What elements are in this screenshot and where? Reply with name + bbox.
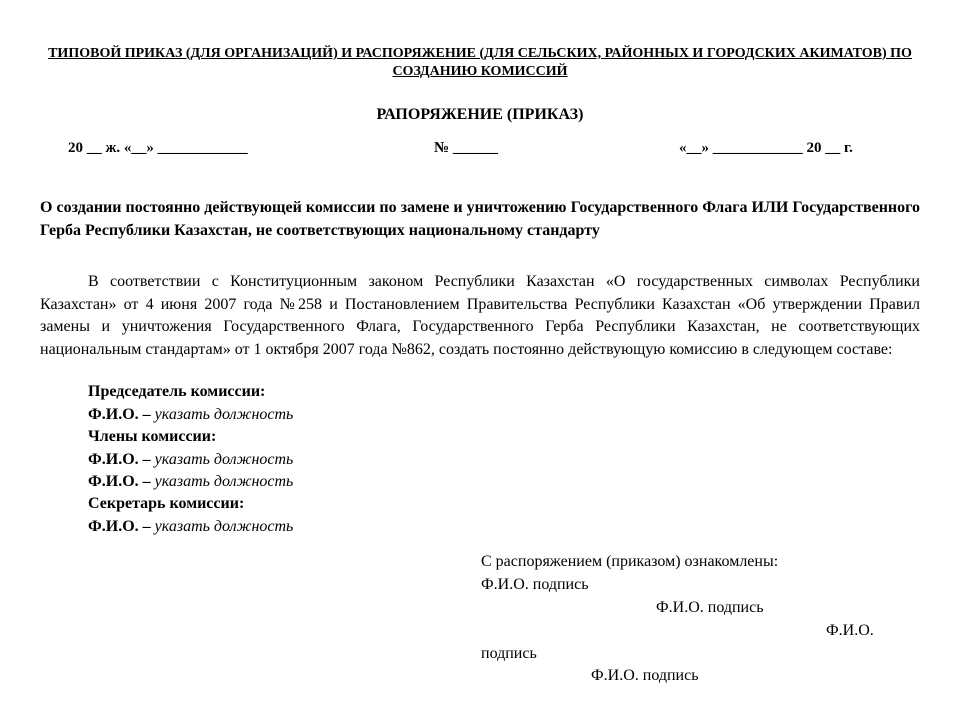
signature-name: Ф.И.О. (826, 622, 874, 639)
date-line-left: 20 __ ж. «__» ____________ (68, 140, 248, 156)
member-role: указать должность (150, 473, 294, 490)
chair-name: Ф.И.О. – (88, 406, 151, 423)
document-number-line: № ______ (434, 140, 498, 156)
member-name: Ф.И.О. – (88, 473, 151, 490)
acknowledgement-heading: С распоряжением (приказом) ознакомлены: (481, 553, 779, 570)
signature-line: Ф.И.О. подпись (591, 667, 699, 684)
member-entry (88, 451, 293, 469)
chair-entry (88, 406, 293, 424)
secretary-name: Ф.И.О. – (88, 518, 151, 535)
document-type-heading: РАПОРЯЖЕНИЕ (ПРИКАЗ) (376, 106, 584, 123)
member-entry (88, 473, 293, 491)
signature-sign: подпись (481, 645, 537, 662)
chair-heading: Председатель комиссии: (88, 383, 266, 400)
members-heading: Члены комиссии: (88, 428, 217, 445)
secretary-entry (88, 518, 293, 536)
body-paragraph: В соответствии с Конституционным законом Республики Казахстан «О государственных символах Республики Казахстан» от 4 июня 2007 года №258 и Постановлением Правительства Республики Казахстан «Об утверждении Правил замены и уничтожения Государственного Флага, Государственного Герба Республики Казахстан, не соответствующих национальным стандартам» от 1 октября 2007 года №862, создать постоянно действующую комиссию в следующем составе: (40, 273, 920, 358)
secretary-role: указать должность (150, 518, 294, 535)
document-topic: О создании постоянно действующей комиссии по замене и уничтожению Государственного Флага ИЛИ Государственного Герба Республики Казахстан, не соответствующих национальному стандарту (40, 199, 920, 239)
signature-line: Ф.И.О. подпись (481, 576, 589, 593)
member-name: Ф.И.О. – (88, 451, 151, 468)
date-line-right: «__» ____________ 20 __ г. (679, 140, 853, 156)
secretary-heading: Секретарь комиссии: (88, 495, 245, 512)
member-role: указать должность (150, 451, 294, 468)
signature-line: Ф.И.О. подпись (656, 599, 764, 616)
document-header-title: ТИПОВОЙ ПРИКАЗ (ДЛЯ ОРГАНИЗАЦИЙ) И РАСПОРЯЖЕНИЕ (ДЛЯ СЕЛЬСКИХ, РАЙОННЫХ И ГОРОДСКИХ АКИМАТОВ) ПО СОЗДАНИЮ КОМИССИЙ (48, 46, 912, 79)
chair-role: указать должность (150, 406, 294, 423)
